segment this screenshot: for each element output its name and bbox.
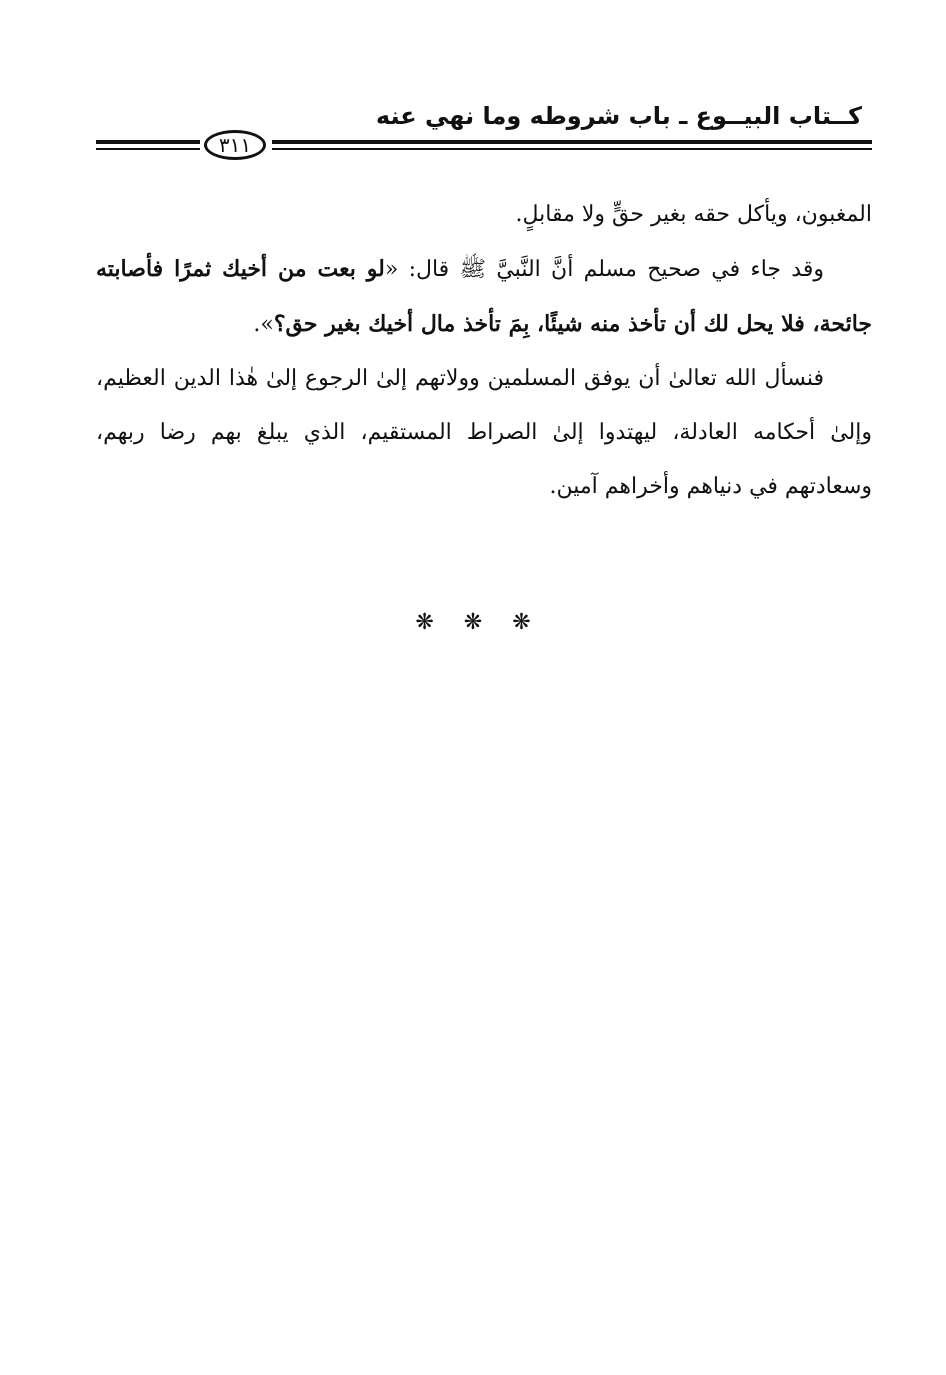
running-header xyxy=(96,96,872,166)
header-rule-thick xyxy=(272,140,872,144)
body-text xyxy=(96,188,872,514)
section-divider xyxy=(0,610,946,635)
paragraph-2 xyxy=(96,242,872,352)
paragraph-1: المغبون، ويأكل حقه بغير حقٍّ ولا مقابلٍ. xyxy=(515,202,872,227)
header-rule-left xyxy=(96,140,200,154)
paragraph-2-intro: وقد جاء في صحيح مسلم أنَّ النَّبيَّ ﷺ قال: « xyxy=(384,257,824,282)
header-rule-thin xyxy=(96,148,200,150)
paragraph-3: فنسأل الله تعالىٰ أن يوفق المسلمين وولاتهم إلىٰ الرجوع إلىٰ هٰذا الدين العظيم، وإلىٰ أحكامه العادلة، ليهتدوا إلىٰ الصراط المستقيم، الذي يبلغ بهم رضا ربهم، وسعادتهم في دنياهم وأخراهم آمين. xyxy=(96,366,872,499)
header-title: كــتاب البيــوع ـ باب شروطه وما نهي عنه xyxy=(375,102,862,130)
asterism-icon: ❋ xyxy=(463,610,483,635)
hadith-quote: لو بعت من أخيك ثمرًا فأصابته جائحة، فلا يحل لك أن تأخذ منه شيئًا، بِمَ تأخذ مال أخيك بغير حق؟ xyxy=(96,256,872,337)
paragraph-2-end: ». xyxy=(253,312,274,337)
header-rule-thin xyxy=(272,148,872,150)
asterism-icon: ❋ xyxy=(415,610,434,635)
asterism-icon: ❋ xyxy=(512,610,531,635)
page-number: ٣١١ xyxy=(204,130,266,160)
header-rule-right xyxy=(272,140,872,154)
header-rule-thick xyxy=(96,140,200,144)
